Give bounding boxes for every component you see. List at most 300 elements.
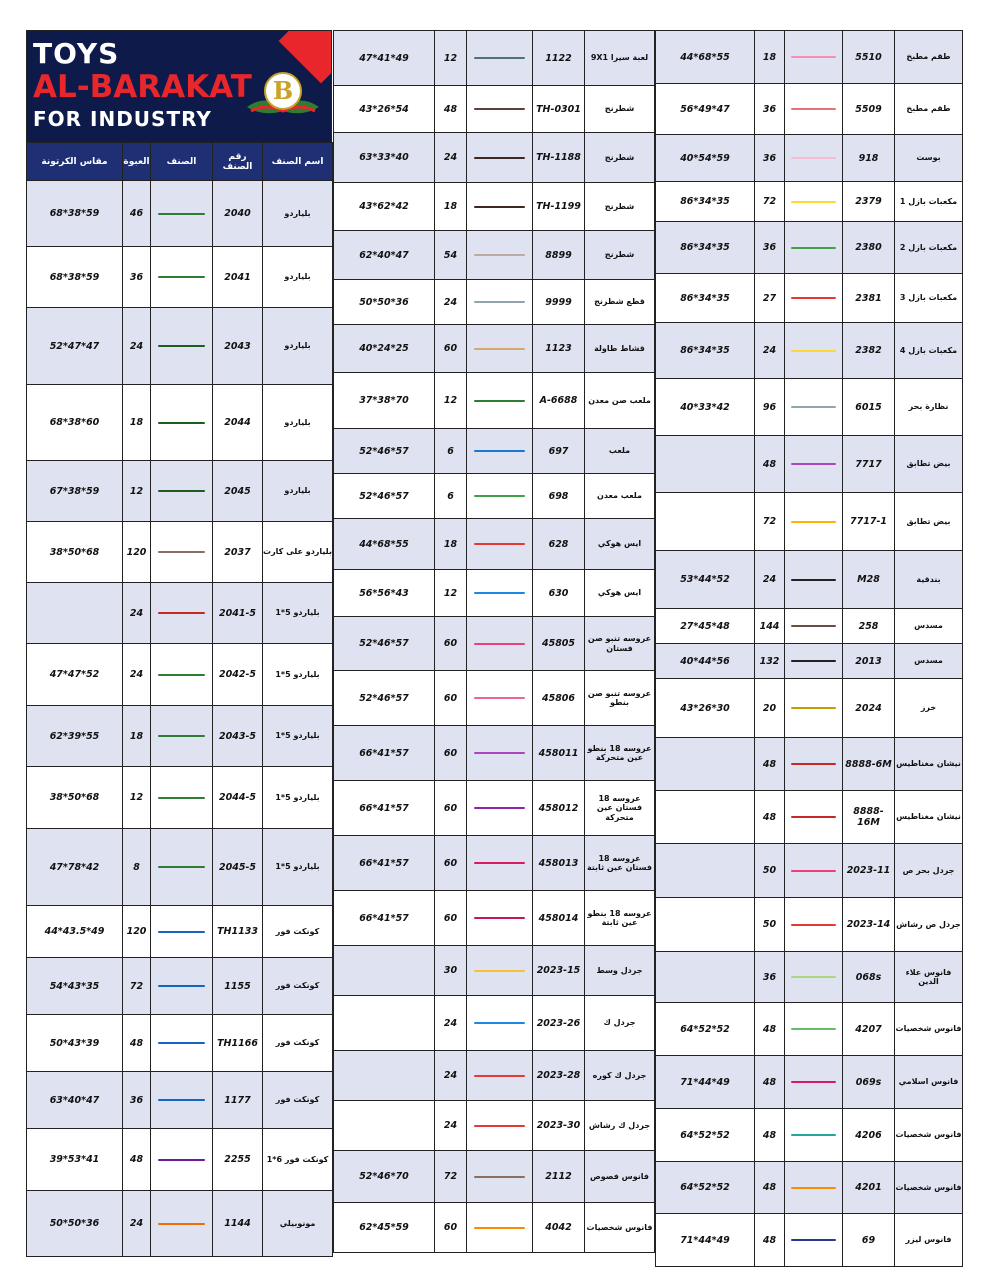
product-code: M28 [843,551,895,609]
pack-qty: 120 [123,906,151,958]
product-code: 2045-5 [213,829,263,906]
product-row [656,1003,963,1056]
product-name: قشاط طاولة [585,325,655,373]
product-row [656,738,963,791]
pack-qty: 48 [755,1214,785,1267]
toy-image-icon [791,463,835,465]
product-row [27,958,333,1015]
pack-qty: 50 [755,844,785,898]
product-row [334,836,655,891]
toy-image-icon [474,348,525,350]
pack-qty: 24 [123,583,151,644]
pack-qty: 48 [755,1109,785,1162]
product-name: ايس هوكي [585,519,655,570]
product-row [334,31,655,86]
toy-image-icon [791,976,835,978]
carton-size: 68*38*59 [27,181,123,247]
product-photo [467,671,533,726]
product-photo [151,1191,213,1257]
toy-image-icon [474,862,525,864]
product-name: ملعب [585,429,655,474]
pack-qty: 48 [123,1015,151,1072]
product-row [334,570,655,617]
product-code: 628 [533,519,585,570]
product-photo [785,1162,843,1214]
toy-image-icon [158,1099,206,1101]
carton-size: 66*41*57 [334,726,435,781]
pack-qty: 27 [755,274,785,323]
product-photo [785,135,843,182]
product-photo [467,325,533,373]
pack-qty: 12 [435,570,467,617]
product-name: قطع شطرنج [585,280,655,325]
product-photo [467,31,533,86]
toy-image-icon [791,1028,835,1030]
product-name: جردل ك [585,996,655,1051]
carton-size [656,844,755,898]
carton-size [334,1051,435,1101]
toy-image-icon [791,1187,835,1189]
product-photo [467,86,533,133]
pack-qty: 120 [123,522,151,583]
product-code: 630 [533,570,585,617]
product-name: فانوس فصوص [585,1151,655,1203]
product-row [334,1051,655,1101]
product-name: فانوس شخصيات [585,1203,655,1253]
toy-image-icon [158,490,206,492]
carton-size: 53*44*52 [656,551,755,609]
product-row [334,1151,655,1203]
product-code: 8888-6M [843,738,895,791]
product-photo [467,519,533,570]
toy-image-icon [158,735,206,737]
product-name: نظارة بحر [895,379,963,436]
product-photo [785,274,843,323]
header-item: الصنف [151,143,213,181]
carton-size: 64*52*52 [656,1109,755,1162]
product-code: A-6688 [533,373,585,429]
product-row [27,461,333,522]
product-row [27,1015,333,1072]
toy-image-icon [474,643,525,645]
pack-qty: 24 [435,133,467,183]
product-name: نيشان مغناطيس [895,791,963,844]
product-photo [785,844,843,898]
product-name: فانوس شخصيات [895,1109,963,1162]
product-row [334,373,655,429]
product-code: 7717 [843,436,895,493]
pack-qty: 132 [755,644,785,679]
pack-qty: 54 [435,231,467,280]
product-code: 4042 [533,1203,585,1253]
toy-image-icon [791,924,835,926]
pack-qty: 48 [755,436,785,493]
carton-size [656,493,755,551]
carton-size: 66*41*57 [334,781,435,836]
carton-size: 43*26*54 [334,86,435,133]
product-photo [785,791,843,844]
carton-size: 63*40*47 [27,1072,123,1129]
product-name: بلياردو [263,181,333,247]
product-photo [151,385,213,461]
carton-size: 66*41*57 [334,836,435,891]
carton-size [334,996,435,1051]
carton-size: 40*33*42 [656,379,755,436]
toy-image-icon [791,579,835,581]
product-code: TH-0301 [533,86,585,133]
header-row [27,143,333,181]
toy-image-icon [791,108,835,110]
product-row [656,679,963,738]
carton-size: 40*54*59 [656,135,755,182]
product-photo [467,280,533,325]
carton-size: 37*38*70 [334,373,435,429]
toy-image-icon [791,297,835,299]
product-code: 458012 [533,781,585,836]
product-name: جردل بحر ص [895,844,963,898]
product-row [334,726,655,781]
pack-qty: 24 [435,996,467,1051]
product-photo [151,829,213,906]
carton-size: 71*44*49 [656,1214,755,1267]
product-photo [785,436,843,493]
product-row [27,308,333,385]
product-photo [467,946,533,996]
product-code: 2044-5 [213,767,263,829]
product-name: ايس هوكي [585,570,655,617]
toy-image-icon [474,807,525,809]
product-row [656,952,963,1003]
toy-image-icon [791,521,835,523]
product-photo [785,898,843,952]
pack-qty: 48 [755,1056,785,1109]
product-code: TH-1188 [533,133,585,183]
product-row [334,231,655,280]
toy-image-icon [791,157,835,159]
pack-qty: 36 [755,952,785,1003]
carton-size: 38*50*68 [27,522,123,583]
product-name: بلياردو [263,308,333,385]
pack-qty: 24 [123,308,151,385]
pack-qty: 24 [123,644,151,706]
toy-image-icon [158,1042,206,1044]
toy-image-icon [791,1134,835,1136]
product-photo [467,570,533,617]
product-code: 2024 [843,679,895,738]
product-code: 2013 [843,644,895,679]
product-row [656,1056,963,1109]
product-code: 458013 [533,836,585,891]
carton-size: 56*56*43 [334,570,435,617]
toy-image-icon [791,1081,835,1083]
product-code: 2044 [213,385,263,461]
product-row [334,996,655,1051]
product-row [27,906,333,958]
toy-image-icon [474,543,525,545]
product-name: فانوس اسلامي [895,1056,963,1109]
product-row [656,791,963,844]
product-row [656,844,963,898]
carton-size: 86*34*35 [656,182,755,222]
product-photo [785,1003,843,1056]
product-photo [151,461,213,522]
pack-qty: 72 [755,493,785,551]
pack-qty: 48 [755,1003,785,1056]
carton-size: 27*45*48 [656,609,755,644]
toy-image-icon [474,1125,525,1127]
product-name: جردل وسط [585,946,655,996]
toy-image-icon [791,660,835,662]
toy-image-icon [474,1176,525,1178]
product-photo [151,906,213,958]
product-photo [151,181,213,247]
product-name: مسدس [895,609,963,644]
product-name: طقم مطبخ [895,84,963,135]
pack-qty: 60 [435,891,467,946]
logo-line-3: FOR INDUSTRY [33,107,212,131]
product-photo [467,231,533,280]
product-code: 1123 [533,325,585,373]
product-row [27,385,333,461]
product-photo [467,891,533,946]
pack-qty: 6 [435,474,467,519]
product-photo [785,493,843,551]
carton-size: 50*50*36 [334,280,435,325]
product-code: 2381 [843,274,895,323]
pack-qty: 36 [755,84,785,135]
product-name: مكعبات بازل 1 [895,182,963,222]
pack-qty: 20 [755,679,785,738]
product-name: عروسه 18 بنطو عين ثابتة [585,891,655,946]
carton-size [656,952,755,1003]
carton-size: 43*26*30 [656,679,755,738]
toy-image-icon [158,422,206,424]
product-name: فانوس علاء الدين [895,952,963,1003]
product-name: بلياردو 5*1 [263,829,333,906]
product-row [334,781,655,836]
product-row [27,247,333,308]
pack-qty: 36 [123,247,151,308]
carton-size [656,898,755,952]
logo-line-2: AL-BARAKAT [33,69,252,105]
pack-qty: 36 [755,135,785,182]
carton-size: 50*50*36 [27,1191,123,1257]
product-row [656,84,963,135]
product-photo [467,1203,533,1253]
product-name: عروسه تنبو صن فستان [585,617,655,671]
product-code: 918 [843,135,895,182]
product-name: طقم مطبخ [895,31,963,84]
toy-image-icon [474,752,525,754]
product-row [656,135,963,182]
product-code: 2023-11 [843,844,895,898]
product-row [656,609,963,644]
carton-size: 54*43*35 [27,958,123,1015]
product-code: 5510 [843,31,895,84]
carton-size: 39*53*41 [27,1129,123,1191]
toy-image-icon [791,816,835,818]
pack-qty: 30 [435,946,467,996]
product-code: 2045 [213,461,263,522]
product-code: 458011 [533,726,585,781]
carton-size: 52*46*70 [334,1151,435,1203]
product-code: 458014 [533,891,585,946]
product-photo [151,308,213,385]
product-code: 697 [533,429,585,474]
product-name: شطرنج [585,183,655,231]
product-row [334,671,655,726]
product-code: 1177 [213,1072,263,1129]
product-code: 2042-5 [213,644,263,706]
pack-qty: 72 [123,958,151,1015]
product-row [27,1191,333,1257]
carton-size: 86*34*35 [656,222,755,274]
product-code: 8888-16M [843,791,895,844]
product-name: كونكت فور [263,958,333,1015]
product-name: بوست [895,135,963,182]
toy-image-icon [474,157,525,159]
carton-size: 63*33*40 [334,133,435,183]
product-photo [785,323,843,379]
pack-qty: 18 [435,519,467,570]
pack-qty: 60 [435,1203,467,1253]
pack-qty: 72 [755,182,785,222]
pack-qty: 8 [123,829,151,906]
product-code: 2112 [533,1151,585,1203]
pack-qty: 60 [435,671,467,726]
toy-image-icon [158,674,206,676]
pack-qty: 72 [435,1151,467,1203]
carton-size: 38*50*68 [27,767,123,829]
pack-qty: 12 [123,767,151,829]
carton-size: 62*45*59 [334,1203,435,1253]
product-name: شطرنج [585,86,655,133]
toy-image-icon [791,707,835,709]
carton-size: 44*68*55 [656,31,755,84]
product-code: 2043-5 [213,706,263,767]
product-name: مونوبيلي [263,1191,333,1257]
product-photo [785,182,843,222]
product-row [334,474,655,519]
carton-size [656,738,755,791]
product-name: عروسه 18 فستان عين متحركة [585,781,655,836]
product-code: 698 [533,474,585,519]
toy-image-icon [158,551,206,553]
toy-image-icon [474,697,525,699]
carton-size: 52*47*47 [27,308,123,385]
product-photo [467,1151,533,1203]
carton-size: 71*44*49 [656,1056,755,1109]
toy-image-icon [474,301,525,303]
product-code: 2023-30 [533,1101,585,1151]
product-row [27,181,333,247]
toy-image-icon [474,495,525,497]
carton-size: 44*43.5*49 [27,906,123,958]
product-row [27,767,333,829]
product-photo [785,551,843,609]
toy-image-icon [474,254,525,256]
toy-image-icon [158,797,206,799]
product-name: بلياردو 5*1 [263,583,333,644]
product-code: 1155 [213,958,263,1015]
product-name: بيض تطابق [895,493,963,551]
pack-qty: 48 [755,1162,785,1214]
toy-image-icon [474,400,525,402]
toy-image-icon [158,345,206,347]
product-row [334,429,655,474]
product-code: TH-1199 [533,183,585,231]
product-row [27,706,333,767]
product-photo [785,609,843,644]
product-name: بندقية [895,551,963,609]
toy-image-icon [158,612,206,614]
product-photo [467,781,533,836]
product-name: مسدس [895,644,963,679]
product-photo [467,474,533,519]
pack-qty: 48 [755,791,785,844]
product-name: ملعب معدن [585,474,655,519]
carton-size: 64*52*52 [656,1162,755,1214]
product-photo [467,996,533,1051]
toy-image-icon [158,866,206,868]
product-row [656,493,963,551]
product-name: مكعبات بازل 2 [895,222,963,274]
product-name: بلياردو 5*1 [263,706,333,767]
toy-image-icon [791,350,835,352]
product-photo [151,767,213,829]
product-name: كونكت فور [263,1015,333,1072]
catalog-column-1 [26,30,332,1257]
product-photo [785,738,843,791]
product-row [656,31,963,84]
product-row [656,182,963,222]
product-code: 2037 [213,522,263,583]
product-code: 6015 [843,379,895,436]
catalog-column-2 [333,30,654,1253]
product-row [656,1162,963,1214]
product-name: شطرنج [585,231,655,280]
pack-qty: 24 [755,323,785,379]
product-photo [785,679,843,738]
product-photo [467,726,533,781]
product-row [334,519,655,570]
product-row [27,644,333,706]
product-row [334,183,655,231]
product-code: 2380 [843,222,895,274]
product-code: TH1166 [213,1015,263,1072]
carton-size: 62*40*47 [334,231,435,280]
product-code: 4206 [843,1109,895,1162]
pack-qty: 60 [435,781,467,836]
toy-image-icon [474,1075,525,1077]
product-row [656,1214,963,1267]
product-row [334,891,655,946]
toy-image-icon [791,763,835,765]
carton-size [334,946,435,996]
toy-image-icon [158,1223,206,1225]
toy-image-icon [791,870,835,872]
product-code: 69 [843,1214,895,1267]
product-photo [151,1015,213,1072]
carton-size: 52*46*57 [334,617,435,671]
catalog-column-3 [655,30,962,1267]
product-name: فانوس شخصيات [895,1162,963,1214]
pack-qty: 12 [435,31,467,86]
toy-image-icon [158,931,206,933]
product-row [656,379,963,436]
product-name: مكعبات بازل 4 [895,323,963,379]
product-row [27,583,333,644]
